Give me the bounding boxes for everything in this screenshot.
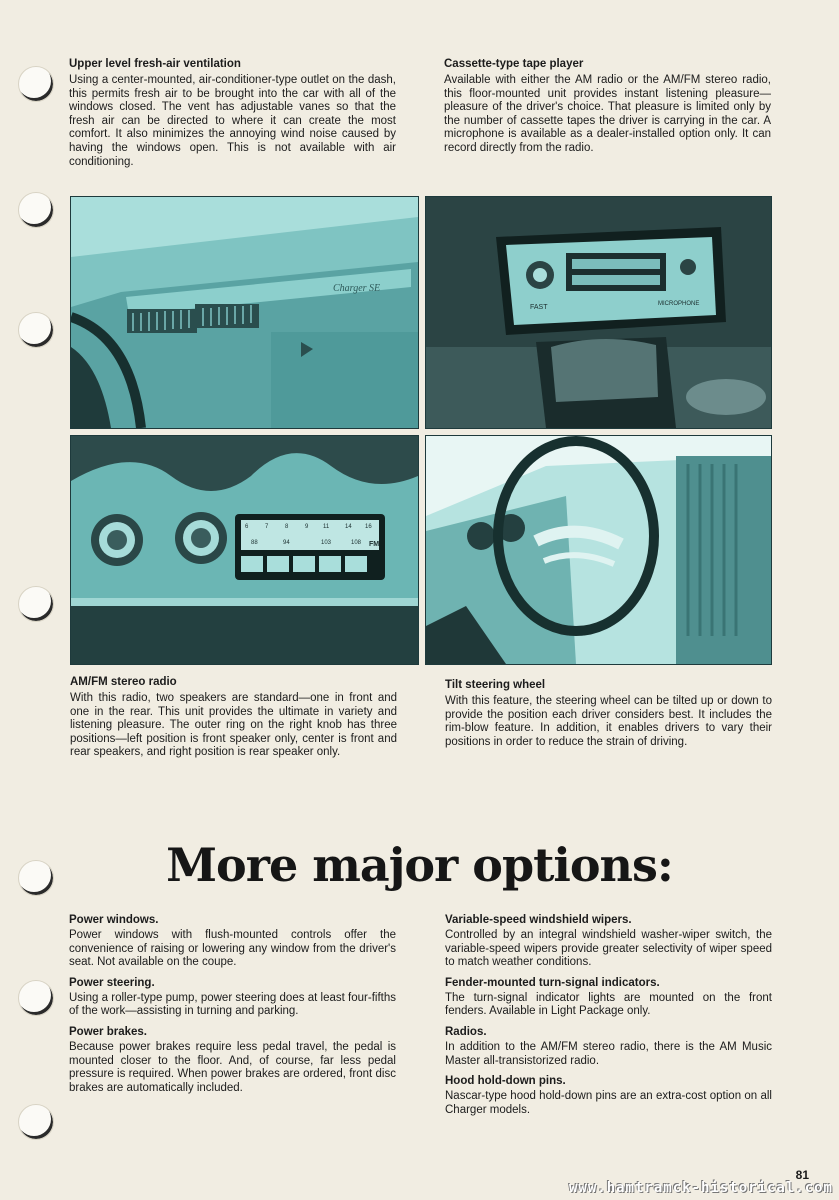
binder-hole <box>18 192 54 228</box>
dash-badge: Charger SE <box>333 283 381 294</box>
option-title: Radios. <box>445 1025 487 1038</box>
ventilation-section <box>69 57 396 169</box>
options-left-column <box>69 913 396 1095</box>
radio-bottom-scale-0: 88 <box>251 540 258 546</box>
tape-player-body: Available with either the AM radio or the AM/FM stereo radio, this floor-mounted unit provides instant listening pleasure—pleasure of the driver's choice. That pleasure is limited only by the number of cassette tapes the driver is carrying in the car. A microphone is available as a dealer-installed option only. It can record directly from the radio. <box>444 74 771 154</box>
tape-player-section <box>444 57 771 156</box>
radio-bottom-scale-1: 94 <box>283 540 290 546</box>
option-item <box>445 976 772 1019</box>
option-body: Power windows with flush-mounted controls offer the convenience of raising or lowering any window from the driver's seat. Not available on the coupe. <box>69 929 396 969</box>
binder-hole <box>18 980 54 1016</box>
option-body: In addition to the AM/FM stereo radio, there is the AM Music Master all-transistorized radio. <box>445 1040 772 1067</box>
radio-top-scale-6: 16 <box>365 524 372 530</box>
tilt-wheel-title: Tilt steering wheel <box>445 679 546 691</box>
radio-top-scale-5: 14 <box>345 524 352 530</box>
watermark: www.hamtramck-historical.com <box>568 1180 833 1196</box>
binder-hole <box>18 586 54 622</box>
radio-fm-label: FM <box>369 541 380 548</box>
option-body: Nascar-type hood hold-down pins are an extra-cost option on all Charger models. <box>445 1090 772 1116</box>
radio-bottom-scale-2: 103 <box>321 540 332 546</box>
tape-player-title: Cassette-type tape player <box>444 58 584 70</box>
option-body: Using a roller-type pump, power steering does at least four-fifths of the work—assisting in turning and parking. <box>69 991 396 1018</box>
amfm-radio-body: With this radio, two speakers are standard—one in front and one in the rear. This unit provides the ultimate in variety and listening pleasure. The outer ring on the right knob has three positions—left position is front speaker only, center is front and rear speakers, and right position is rear speaker only. <box>70 692 397 759</box>
page-number: 81 <box>795 1168 809 1182</box>
option-title: Variable-speed windshield wipers. <box>445 914 632 926</box>
radio-top-scale-0: 6 <box>245 524 249 530</box>
tape-fast-label: FAST <box>530 304 548 311</box>
tape-microphone-label: MICROPHONE <box>658 301 700 307</box>
amfm-radio-title: AM/FM stereo radio <box>70 676 177 688</box>
ventilation-body: Using a center-mounted, air-conditioner-type outlet on the dash, this permits fresh air to be brought into the car with all of the windows closed. The vent has adjustable vanes so that the fresh air can be directed to where it can create the most comfort. It also minimizes the annoying wind noise caused by having the windows open. This is not available with air conditioning. <box>69 74 396 168</box>
tilt-wheel-section <box>445 678 772 749</box>
option-item <box>445 1074 772 1117</box>
binder-hole <box>18 1104 54 1140</box>
option-title: Fender-mounted turn-signal indicators. <box>445 976 660 989</box>
page-headline: More major options: <box>166 838 673 892</box>
photo-steering-wheel <box>425 435 772 665</box>
photo-amfm-radio <box>70 435 419 665</box>
option-item <box>445 1025 772 1068</box>
tilt-wheel-body: With this feature, the steering wheel can be tilted up or down to provide the position each driver considers best. It includes the rim-blow feature. In addition, it enables drivers to vary their positions in order to reduce the strain of driving. <box>445 695 772 748</box>
option-item <box>69 976 396 1019</box>
option-title: Power steering. <box>69 976 155 989</box>
option-item <box>445 913 772 970</box>
option-title: Power windows. <box>69 914 159 926</box>
option-title: Hood hold-down pins. <box>445 1075 566 1088</box>
photo-dashboard-vent <box>70 196 419 429</box>
binder-hole <box>18 312 54 348</box>
option-body: Controlled by an integral windshield washer-wiper switch, the variable-speed wipers provide greater selectivity of wiper speed to match weather conditions. <box>445 929 772 969</box>
option-item <box>69 1025 396 1095</box>
radio-top-scale-3: 9 <box>305 524 309 530</box>
binder-hole <box>18 66 54 102</box>
radio-bottom-scale-3: 108 <box>351 540 362 546</box>
radio-top-scale-2: 8 <box>285 524 289 530</box>
option-body: The turn-signal indicator lights are mounted on the front fenders. Available in Light Package only. <box>445 991 772 1018</box>
option-body: Because power brakes require less pedal travel, the pedal is mounted closer to the floor. And, of course, far less pedal pressure is required. When power brakes are ordered, front disc brakes are automatically included. <box>69 1040 396 1094</box>
radio-top-scale-1: 7 <box>265 524 269 530</box>
option-item <box>69 913 396 970</box>
ventilation-title: Upper level fresh-air ventilation <box>69 58 241 70</box>
photo-cassette-player <box>425 196 772 429</box>
options-right-column <box>445 913 772 1117</box>
amfm-radio-section <box>70 675 397 760</box>
option-title: Power brakes. <box>69 1025 147 1038</box>
radio-top-scale-4: 11 <box>323 524 330 530</box>
